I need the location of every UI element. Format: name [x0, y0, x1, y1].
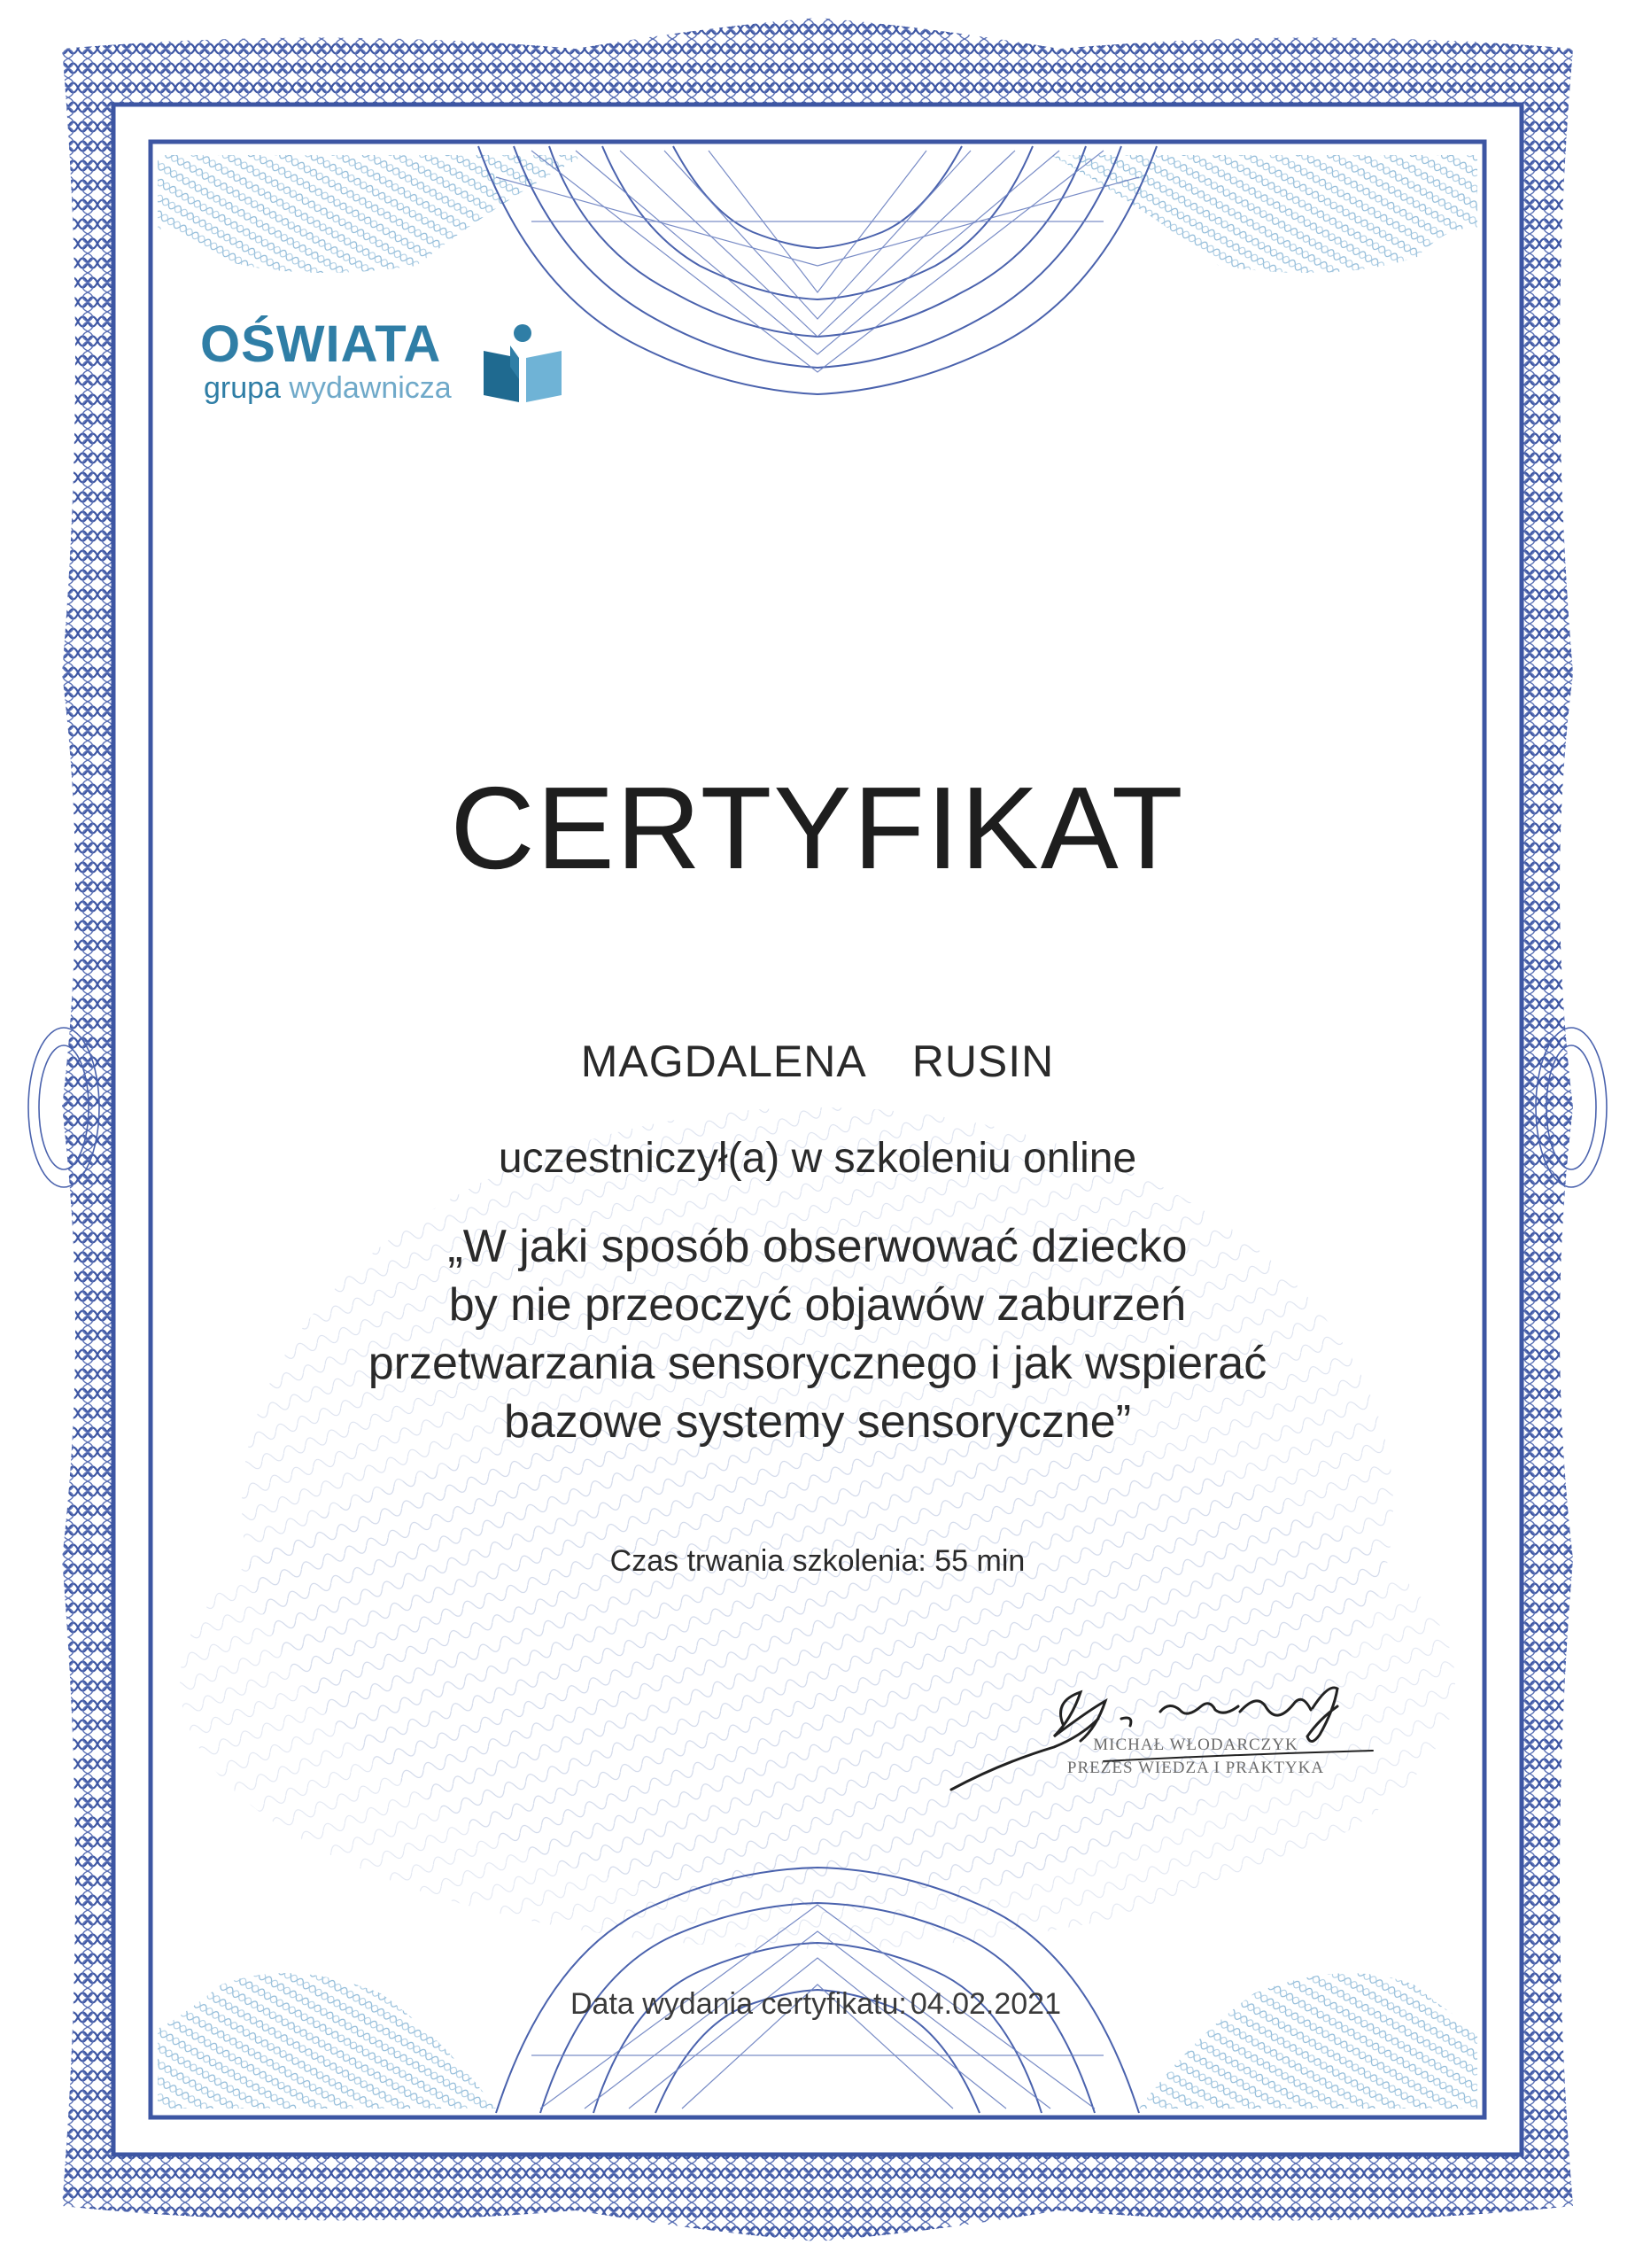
- reader-book-icon: [477, 321, 565, 406]
- signatory-name: MICHAŁ WŁODARCZYK: [1093, 1736, 1298, 1754]
- certificate-title: CERTYFIKAT: [450, 763, 1185, 893]
- issue-date-line: [0, 1984, 1635, 2023]
- logo-tagline-prefix: grupa: [204, 371, 281, 405]
- publisher-logo: [200, 317, 572, 423]
- logo-tagline-suffix: wydawnicza: [280, 371, 452, 405]
- course-duration: Czas trwania szkolenia: 55 min: [609, 1544, 1026, 1578]
- signatory-role: PREZES WIEDZA I PRAKTYKA: [1066, 1759, 1325, 1777]
- issue-date-value: 04.02.2021: [910, 1987, 1061, 2021]
- course-title-line: bazowe systemy sensoryczne”: [503, 1396, 1132, 1448]
- recipient-name: MAGDALENA RUSIN: [580, 1037, 1055, 1086]
- logo-wordmark: OŚWIATA: [200, 315, 442, 373]
- participation-text: uczestniczył(a) w szkoleniu online: [498, 1135, 1137, 1182]
- course-title: [0, 1217, 1635, 1451]
- issue-date-label: Data wydania certyfikatu:: [570, 1987, 907, 2021]
- course-title-line: „W jaki sposób obserwować dziecko: [447, 1221, 1188, 1272]
- course-title-line: przetwarzania sensorycznego i jak wspierać: [368, 1338, 1267, 1389]
- logo-tagline: [204, 372, 452, 404]
- course-title-line: by nie przeoczyć objawów zaburzeń: [448, 1279, 1187, 1331]
